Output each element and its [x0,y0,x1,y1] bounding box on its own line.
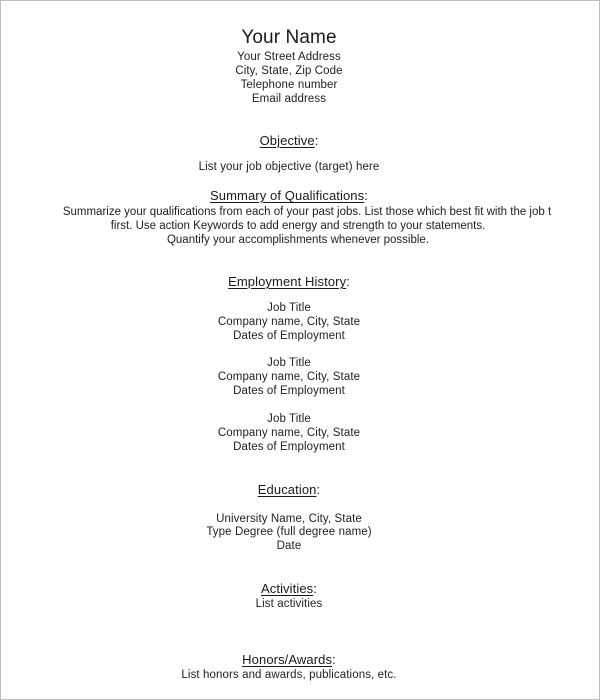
job-dates: Dates of Employment [233,330,345,342]
honors-heading [1,652,577,668]
telephone: Telephone number [240,79,338,91]
employment-heading [1,274,577,290]
heading-colon: : [364,188,368,203]
activities-heading [1,581,577,597]
summary-line: first. Use action Keywords to add energy and strength to your statements. [110,220,486,232]
job-title: Job Title [267,357,311,369]
summary-text [1,205,599,247]
resume-name: Your Name [241,27,337,48]
heading-colon: : [346,274,350,289]
email: Email address [251,93,327,105]
job-company: Company name, City, State [217,316,361,328]
summary-heading [1,188,577,204]
street-address: Your Street Address [237,51,341,63]
education-degree: Type Degree (full degree name) [206,526,372,538]
city-state-zip: City, State, Zip Code [235,65,343,77]
job-company: Company name, City, State [217,427,361,439]
heading-colon: : [316,482,321,497]
education-heading [1,482,577,498]
summary-heading-label: Summary of Qualifications [210,188,365,203]
education-date: Date [276,540,302,552]
objective-heading [1,133,577,149]
education-heading-label: Education [257,482,317,497]
summary-block [1,205,599,247]
job-company: Company name, City, State [217,371,361,383]
activities-heading-label: Activities [260,581,314,596]
job-title: Job Title [267,413,311,425]
honors-heading-label: Honors/Awards [242,652,333,667]
summary-line: Quantify your accomplishments whenever possible. [166,234,430,246]
education-university: University Name, City, State [216,513,362,525]
employment-heading-label: Employment History [228,274,347,289]
heading-colon: : [314,133,319,148]
honors-text: List honors and awards, publications, etc. [181,669,397,681]
job-title: Job Title [267,302,311,314]
objective-text: List your job objective (target) here [198,161,380,173]
heading-colon: : [332,652,336,667]
heading-colon: : [313,581,317,596]
objective-heading-label: Objective [259,133,315,148]
job-dates: Dates of Employment [233,385,345,397]
job-dates: Dates of Employment [233,441,345,453]
summary-line: Summarize your qualifications from each of your past jobs. List those which best fit with the job t [62,206,552,218]
activities-text: List activities [255,598,323,610]
